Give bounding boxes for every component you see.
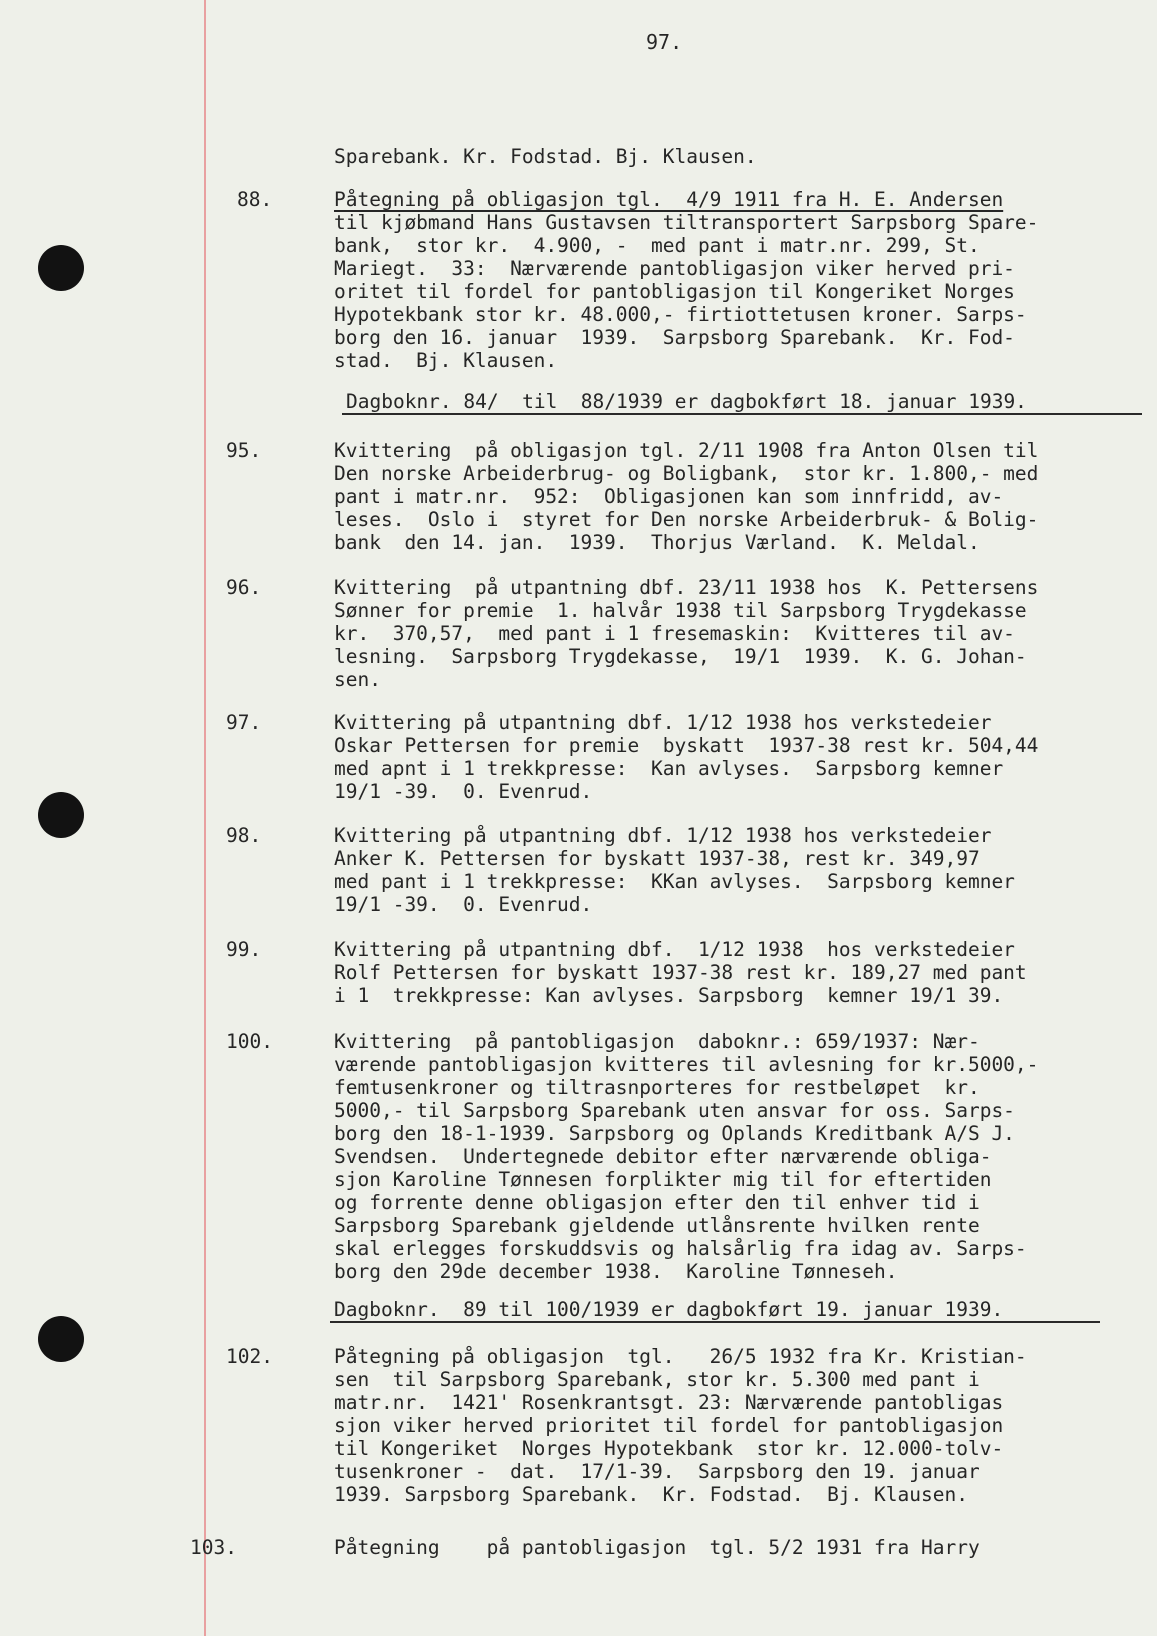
entry-line bbox=[334, 188, 1003, 211]
entry-number: 96. bbox=[226, 576, 262, 599]
entry-line: borg den 18-1-1939. Sarpsborg og Oplands Kreditbank A/S J. bbox=[334, 1122, 1015, 1145]
entry-line: med apnt i 1 trekkpresse: Kan avlyses. Sarpsborg kemner bbox=[334, 757, 1004, 780]
entry-line: stad. Bj. Klausen. bbox=[334, 349, 558, 372]
entry-line: Den norske Arbeiderbrug- og Boligbank, stor kr. 1.800,- med bbox=[334, 462, 1039, 485]
entry-number: 100. bbox=[226, 1030, 273, 1053]
entry-line: 5000,- til Sarpsborg Sparebank uten ansvar for oss. Sarps- bbox=[334, 1099, 1015, 1122]
entry-line: Sønner for premie 1. halvår 1938 til Sarpsborg Trygdekasse bbox=[334, 599, 1027, 622]
entry-line: Mariegt. 33: Nærværende pantobligasjon viker herved pri- bbox=[334, 257, 1015, 280]
entry-line: Rolf Pettersen for byskatt 1937-38 rest kr. 189,27 med pant bbox=[334, 961, 1027, 984]
entry-line: tusenkroner - dat. 17/1-39. Sarpsborg den 19. januar bbox=[334, 1460, 980, 1483]
entry-line: bank den 14. jan. 1939. Thorjus Værland. K. Meldal. bbox=[334, 531, 980, 554]
summary-underline bbox=[342, 413, 1142, 415]
entry-line: i 1 trekkpresse: Kan avlyses. Sarpsborg kemner 19/1 39. bbox=[334, 984, 1004, 1007]
entry-line: pant i matr.nr. 952: Obligasjonen kan som innfridd, av- bbox=[334, 485, 1004, 508]
entry-line: kr. 370,57, med pant i 1 fresemaskin: Kvitteres til av- bbox=[334, 622, 1015, 645]
header-line: Sparebank. Kr. Fodstad. Bj. Klausen. bbox=[334, 145, 757, 168]
entry-line: sen. bbox=[334, 668, 381, 691]
entry-number: 103. bbox=[190, 1536, 237, 1559]
daybook-summary: Dagboknr. 89 til 100/1939 er dagbokført 19. januar 1939. bbox=[334, 1298, 1004, 1321]
entry-line: leses. Oslo i styret for Den norske Arbeiderbruk- & Bolig- bbox=[334, 508, 1039, 531]
entry-line: 1939. Sarpsborg Sparebank. Kr. Fodstad. Bj. Klausen. bbox=[334, 1483, 968, 1506]
entry-line: 19/1 -39. 0. Evenrud. bbox=[334, 893, 593, 916]
punch-hole bbox=[38, 245, 84, 291]
entry-line: Hypotekbank stor kr. 48.000,- firtiottetusen kroner. Sarps- bbox=[334, 303, 1027, 326]
entry-line: med pant i 1 trekkpresse: KKan avlyses. Sarpsborg kemner bbox=[334, 870, 1015, 893]
entry-line: Kvittering på utpantning dbf. 23/11 1938 hos K. Pettersens bbox=[334, 576, 1039, 599]
entry-number: 97. bbox=[226, 711, 262, 734]
entry-line: og forrente denne obligasjon efter den til enhver tid i bbox=[334, 1191, 980, 1214]
entry-line: Oskar Pettersen for premie byskatt 1937-38 rest kr. 504,44 bbox=[334, 734, 1039, 757]
entry-line: sen til Sarpsborg Sparebank, stor kr. 5.300 med pant i bbox=[334, 1368, 980, 1391]
entry-line: Kvittering på obligasjon tgl. 2/11 1908 fra Anton Olsen til bbox=[334, 439, 1039, 462]
summary-underline bbox=[330, 1321, 1100, 1323]
entry-line: Sarpsborg Sparebank gjeldende utlånsrente hvilken rente bbox=[334, 1214, 980, 1237]
entry-line: værende pantobligasjon kvitteres til avlesning for kr.5000,- bbox=[334, 1053, 1039, 1076]
entry-line: lesning. Sarpsborg Trygdekasse, 19/1 1939. K. G. Johan- bbox=[334, 645, 1027, 668]
entry-line: borg den 16. januar 1939. Sarpsborg Sparebank. Kr. Fod- bbox=[334, 326, 1015, 349]
entry-line: borg den 29de december 1938. Karoline Tønneseh. bbox=[334, 1260, 898, 1283]
entry-line: Kvittering på pantobligasjon daboknr.: 659/1937: Nær- bbox=[334, 1030, 980, 1053]
entry-line: Påtegning på obligasjon tgl. 4/9 1911 fra H. E. Andersen bbox=[334, 188, 1004, 211]
entry-line: Kvittering på utpantning dbf. 1/12 1938 hos verkstedeier bbox=[334, 824, 992, 847]
entry-line: matr.nr. 1421' Rosenkrantsgt. 23: Nærværende pantobligas bbox=[334, 1391, 1004, 1414]
entry-line: skal erlegges forskuddsvis og halsårlig fra idag av. Sarps- bbox=[334, 1237, 1027, 1260]
entry-line: sjon viker herved prioritet til fordel for pantobligasjon bbox=[334, 1414, 1004, 1437]
entry-number: 88. bbox=[237, 188, 273, 211]
entry-line: til kjøbmand Hans Gustavsen tiltransportert Sarpsborg Spare- bbox=[334, 211, 1039, 234]
page-number: 97. bbox=[646, 30, 683, 54]
entry-line: til Kongeriket Norges Hypotekbank stor kr. 12.000-tolv- bbox=[334, 1437, 1004, 1460]
entry-line: oritet til fordel for pantobligasjon til Kongeriket Norges bbox=[334, 280, 1015, 303]
entry-number: 98. bbox=[226, 824, 262, 847]
entry-line: femtusenkroner og tiltrasnporteres for restbeløpet kr. bbox=[334, 1076, 980, 1099]
entry-line: Kvittering på utpantning dbf. 1/12 1938 hos verkstedeier bbox=[334, 711, 992, 734]
entry-number: 102. bbox=[226, 1345, 273, 1368]
margin-line bbox=[204, 0, 206, 1636]
entry-line: bank, stor kr. 4.900, - med pant i matr.nr. 299, St. bbox=[334, 234, 980, 257]
entry-line: Påtegning på pantobligasjon tgl. 5/2 1931 fra Harry bbox=[334, 1536, 980, 1559]
entry-number: 95. bbox=[226, 439, 262, 462]
punch-hole bbox=[38, 792, 84, 838]
punch-hole bbox=[38, 1316, 84, 1362]
entry-line: Svendsen. Undertegnede debitor efter nærværende obliga- bbox=[334, 1145, 992, 1168]
entry-line: Påtegning på obligasjon tgl. 26/5 1932 fra Kr. Kristian- bbox=[334, 1345, 1027, 1368]
entry-number: 99. bbox=[226, 938, 262, 961]
entry-line: Anker K. Pettersen for byskatt 1937-38, rest kr. 349,97 bbox=[334, 847, 980, 870]
daybook-summary: Dagboknr. 84/ til 88/1939 er dagbokført 18. januar 1939. bbox=[346, 390, 1027, 413]
entry-line: sjon Karoline Tønnesen forplikter mig til for eftertiden bbox=[334, 1168, 992, 1191]
entry-line: Kvittering på utpantning dbf. 1/12 1938 hos verkstedeier bbox=[334, 938, 1015, 961]
entry-line: 19/1 -39. 0. Evenrud. bbox=[334, 780, 593, 803]
